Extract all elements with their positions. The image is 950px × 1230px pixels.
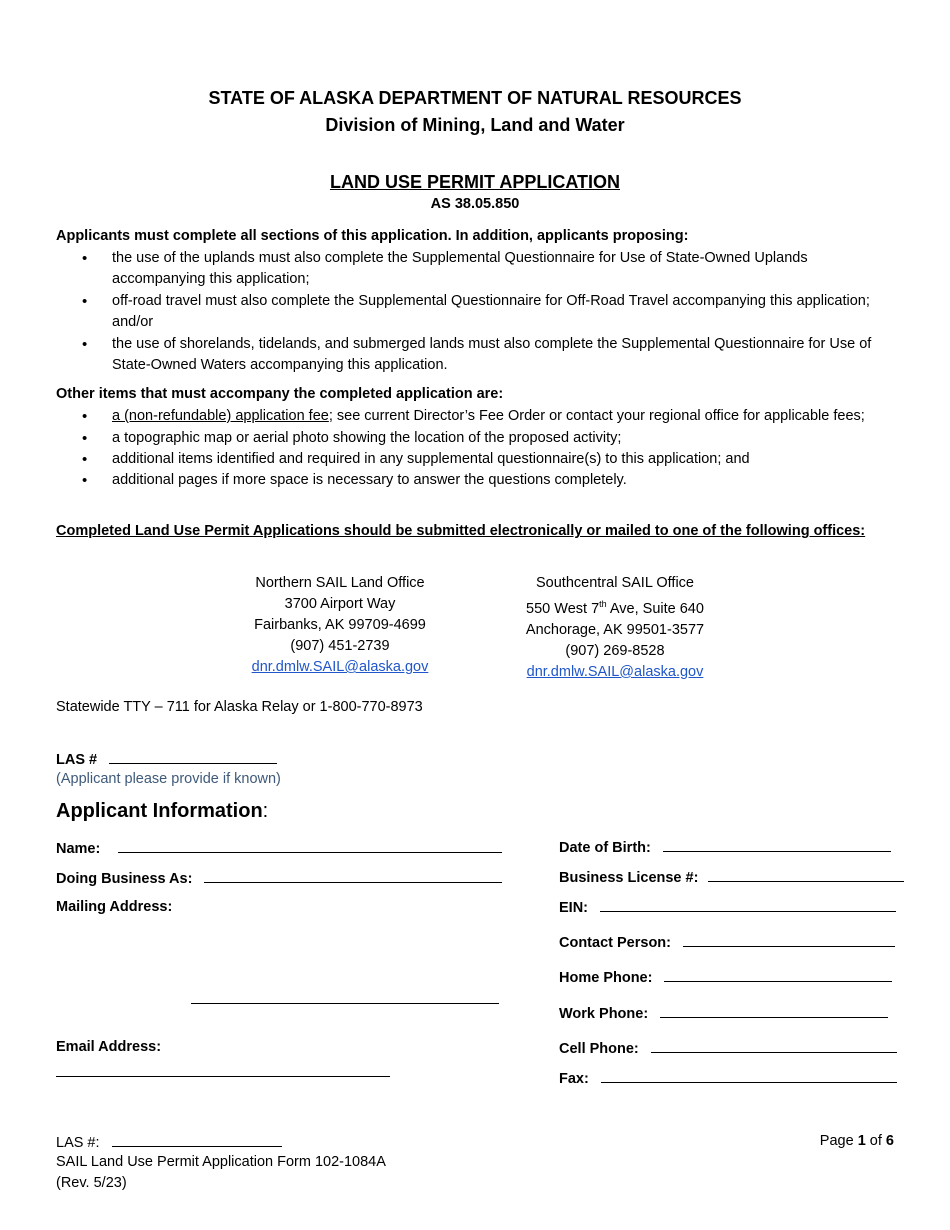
ein-row xyxy=(559,898,896,916)
business-license-row xyxy=(559,868,904,886)
division-title: Division of Mining, Land and Water xyxy=(325,115,625,135)
page-number: Page 1 of 6 xyxy=(819,1133,894,1149)
bullet-icon: • xyxy=(82,250,88,267)
submission-note: Completed Land Use Permit Applications should be submitted electronically or mailed to one of the following offices: xyxy=(56,523,866,539)
dba-label: Doing Business As: xyxy=(56,871,193,887)
dba-field[interactable] xyxy=(204,869,502,883)
bullet-icon: • xyxy=(82,408,88,425)
other-items-list xyxy=(56,406,901,491)
cell-phone-row xyxy=(559,1039,897,1057)
contact-person-row xyxy=(559,933,895,951)
contact-person-label: Contact Person: xyxy=(559,935,671,951)
office-city: Anchorage, AK 99501-3577 xyxy=(525,621,705,638)
business-license-field[interactable] xyxy=(708,868,904,882)
application-fee-link: a (non-refundable) application fee xyxy=(112,408,329,424)
work-phone-row xyxy=(559,1004,888,1022)
list-item: • off-road travel must also complete the Supplemental Questionnaire for Off-Road Travel accompanying this application; and/or xyxy=(82,293,870,330)
mailing-address-field[interactable] xyxy=(191,990,499,1004)
bullet-icon: • xyxy=(82,472,88,489)
fax-label: Fax: xyxy=(559,1071,589,1087)
dob-label: Date of Birth: xyxy=(559,840,651,856)
las-number-field[interactable] xyxy=(109,750,277,764)
work-phone-label: Work Phone: xyxy=(559,1006,649,1022)
cell-phone-label: Cell Phone: xyxy=(559,1041,639,1057)
ein-label: EIN: xyxy=(559,900,588,916)
office-phone: (907) 269-8528 xyxy=(565,642,665,659)
email-field[interactable] xyxy=(56,1063,390,1077)
home-phone-field[interactable] xyxy=(664,968,892,982)
northern-office-email-link[interactable]: dnr.dmlw.SAIL@alaska.gov xyxy=(251,659,429,675)
list-item: • the use of shorelands, tidelands, and submerged lands must also complete the Supplemental Questionnaire for Use of State-Owned Waters accompanying this application. xyxy=(82,336,872,373)
list-item: • a topographic map or aerial photo showing the location of the proposed activity; xyxy=(82,430,622,447)
office-street: 550 West 7th Ave, Suite 640 xyxy=(526,599,704,617)
home-phone-row xyxy=(559,968,892,986)
dob-row xyxy=(559,838,891,856)
list-item: • the use of the uplands must also complete the Supplemental Questionnaire for Use of State-Owned Uplands accompanying this application; xyxy=(82,250,808,287)
email-label: Email Address: xyxy=(56,1039,162,1055)
email-row xyxy=(56,1039,161,1055)
work-phone-field[interactable] xyxy=(660,1004,888,1018)
bullet-icon: • xyxy=(82,451,88,468)
mailing-address-row xyxy=(56,899,172,915)
form-title: LAND USE PERMIT APPLICATION xyxy=(329,172,620,192)
fax-field[interactable] xyxy=(601,1069,897,1083)
business-license-label: Business License #: xyxy=(559,870,699,886)
bullet-icon: • xyxy=(82,293,88,310)
intro-lead: Applicants must complete all sections of this application. In addition, applicants proposing: xyxy=(56,228,689,244)
las-hint: (Applicant please provide if known) xyxy=(56,771,281,787)
mailing-address-label: Mailing Address: xyxy=(56,899,173,915)
agency-title: STATE OF ALASKA DEPARTMENT OF NATURAL RESOURCES xyxy=(208,88,742,108)
list-item: • a (non-refundable) application fee; see current Director’s Fee Order or contact your regional office for applicable fees; xyxy=(82,408,865,425)
southcentral-office-email-link[interactable]: dnr.dmlw.SAIL@alaska.gov xyxy=(526,663,704,680)
footer-las-row xyxy=(56,1133,282,1151)
footer-las-field[interactable] xyxy=(112,1133,282,1147)
bullet-icon: • xyxy=(82,430,88,447)
southcentral-office-address xyxy=(500,573,730,683)
name-label: Name: xyxy=(56,841,101,857)
las-number-row xyxy=(56,750,277,768)
applicant-info-heading: Applicant Information: xyxy=(56,800,269,822)
list-item: • additional pages if more space is necessary to answer the questions completely. xyxy=(82,472,627,489)
statute-reference: AS 38.05.850 xyxy=(430,196,520,212)
dba-row xyxy=(56,869,502,887)
office-phone: (907) 451-2739 xyxy=(290,638,390,654)
intro-bullet-list xyxy=(56,248,901,376)
tty-info: Statewide TTY – 711 for Alaska Relay or 1-800-770-8973 xyxy=(56,699,423,715)
list-item: • additional items identified and required in any supplemental questionnaire(s) to this application; and xyxy=(82,451,750,468)
office-city: Fairbanks, AK 99709-4699 xyxy=(254,617,426,633)
footer-las-label: LAS #: xyxy=(56,1135,100,1151)
form-number: SAIL Land Use Permit Application Form 102-1084A xyxy=(56,1154,386,1170)
office-name: Northern SAIL Land Office xyxy=(255,575,425,591)
ein-field[interactable] xyxy=(600,898,896,912)
dob-field[interactable] xyxy=(663,838,891,852)
name-field[interactable] xyxy=(118,839,502,853)
office-street: 3700 Airport Way xyxy=(284,596,396,612)
form-revision: (Rev. 5/23) xyxy=(56,1175,127,1191)
las-label: LAS # xyxy=(56,752,98,768)
cell-phone-field[interactable] xyxy=(651,1039,897,1053)
other-items-lead: Other items that must accompany the completed application are: xyxy=(56,386,504,402)
office-name: Southcentral SAIL Office xyxy=(536,575,694,591)
northern-office-address xyxy=(230,573,450,678)
home-phone-label: Home Phone: xyxy=(559,970,653,986)
bullet-icon: • xyxy=(82,336,88,353)
contact-person-field[interactable] xyxy=(683,933,895,947)
name-row xyxy=(56,839,502,857)
fax-row xyxy=(559,1069,897,1087)
